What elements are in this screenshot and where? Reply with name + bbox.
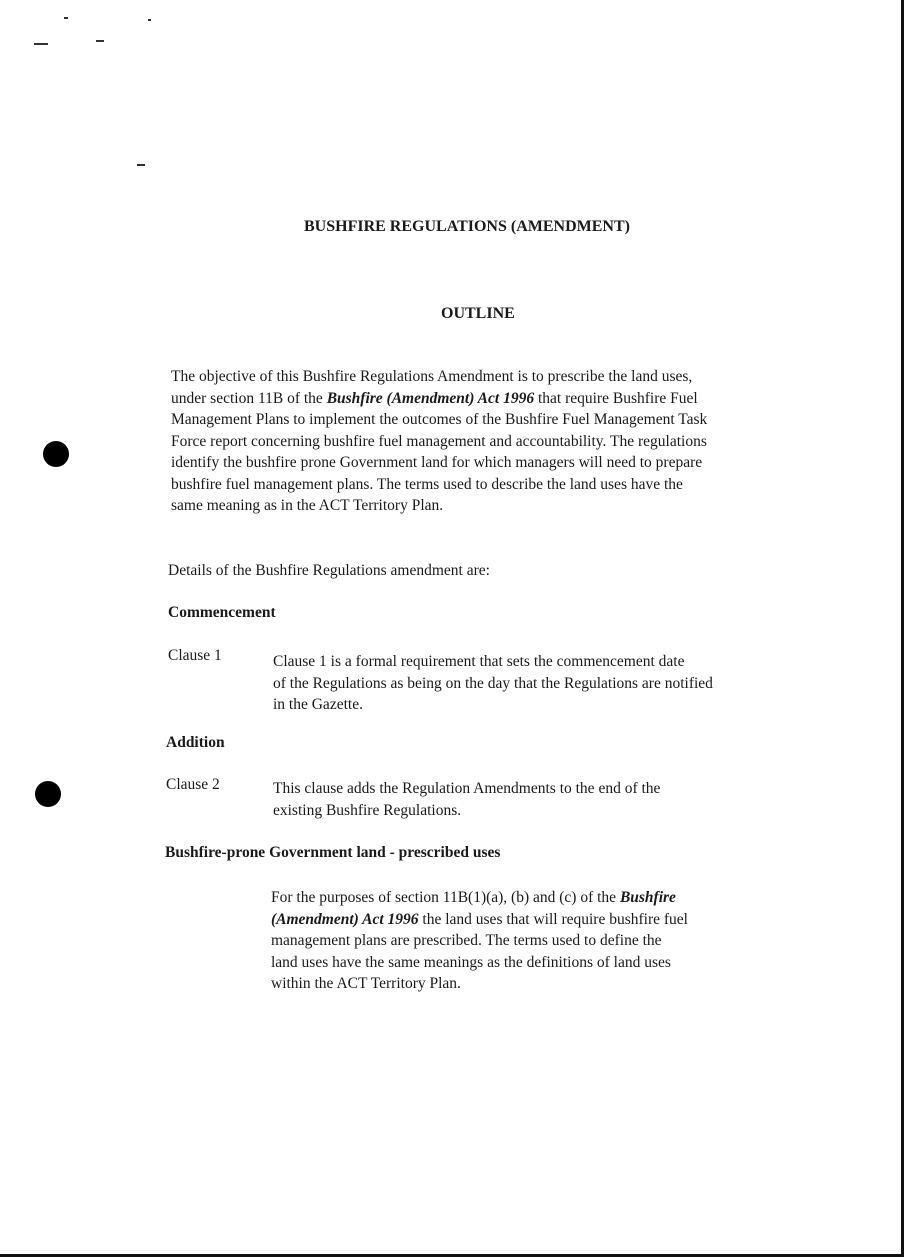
intro-line: Force report concerning bushfire fuel management and accountability. The regulations [171, 432, 707, 450]
act-name: Bushfire [619, 889, 676, 906]
scan-speck [96, 40, 104, 42]
act-name: (Amendment) Act 1996 [271, 910, 419, 928]
intro-line: under section 11B of the Bushfire (Amendment) Act 1996 that require Bushfire Fuel [171, 389, 698, 407]
document-title: BUSHFIRE REGULATIONS (AMENDMENT) [304, 218, 630, 235]
section-heading-prescribed-uses: Bushfire-prone Government land - prescribed uses [165, 844, 501, 861]
scan-speck [148, 19, 151, 21]
clause-1-text: Clause 1 is a formal requirement that sets the commencement date of the Regulations as being on the day that the Regulations are notified in the Gazette. [273, 653, 713, 713]
punch-hole-upper [43, 441, 69, 467]
intro-paragraph [171, 366, 707, 517]
intro-line: Management Plans to implement the outcomes of the Bushfire Fuel Management Task [171, 411, 708, 428]
clause-label: Clause 1 [168, 647, 222, 664]
intro-line: same meaning as in the ACT Territory Plan. [171, 497, 444, 514]
scan-speck [137, 164, 145, 166]
scan-speck [34, 43, 48, 45]
document-subtitle: OUTLINE [441, 305, 515, 322]
act-name: Bushfire (Amendment) Act 1996 [326, 389, 535, 407]
clause-label: Clause 2 [166, 776, 220, 793]
intro-line: identify the bushfire prone Government land for which managers will need to prepare [171, 454, 703, 471]
section-heading-addition: Addition [166, 734, 225, 751]
scan-speck [64, 17, 68, 19]
punch-hole-lower [35, 781, 61, 807]
section-heading-commencement: Commencement [168, 604, 276, 621]
prescribed-uses-text: For the purposes of section 11B(1)(a), (b) and (c) of the Bushfire (Amendment) Act 1996 the land uses that will require bushfire fuel management plans are prescribed. The terms used to define the land uses have the same meanings as the definitions of land uses within the ACT Territory Plan. [271, 889, 688, 992]
intro-line: The objective of this Bushfire Regulations Amendment is to prescribe the land uses, [171, 368, 693, 385]
details-intro: Details of the Bushfire Regulations amendment are: [168, 562, 490, 579]
intro-line: bushfire fuel management plans. The terms used to describe the land uses have the [171, 475, 683, 493]
clause-2-text: This clause adds the Regulation Amendments to the end of the existing Bushfire Regulations. [273, 780, 661, 819]
